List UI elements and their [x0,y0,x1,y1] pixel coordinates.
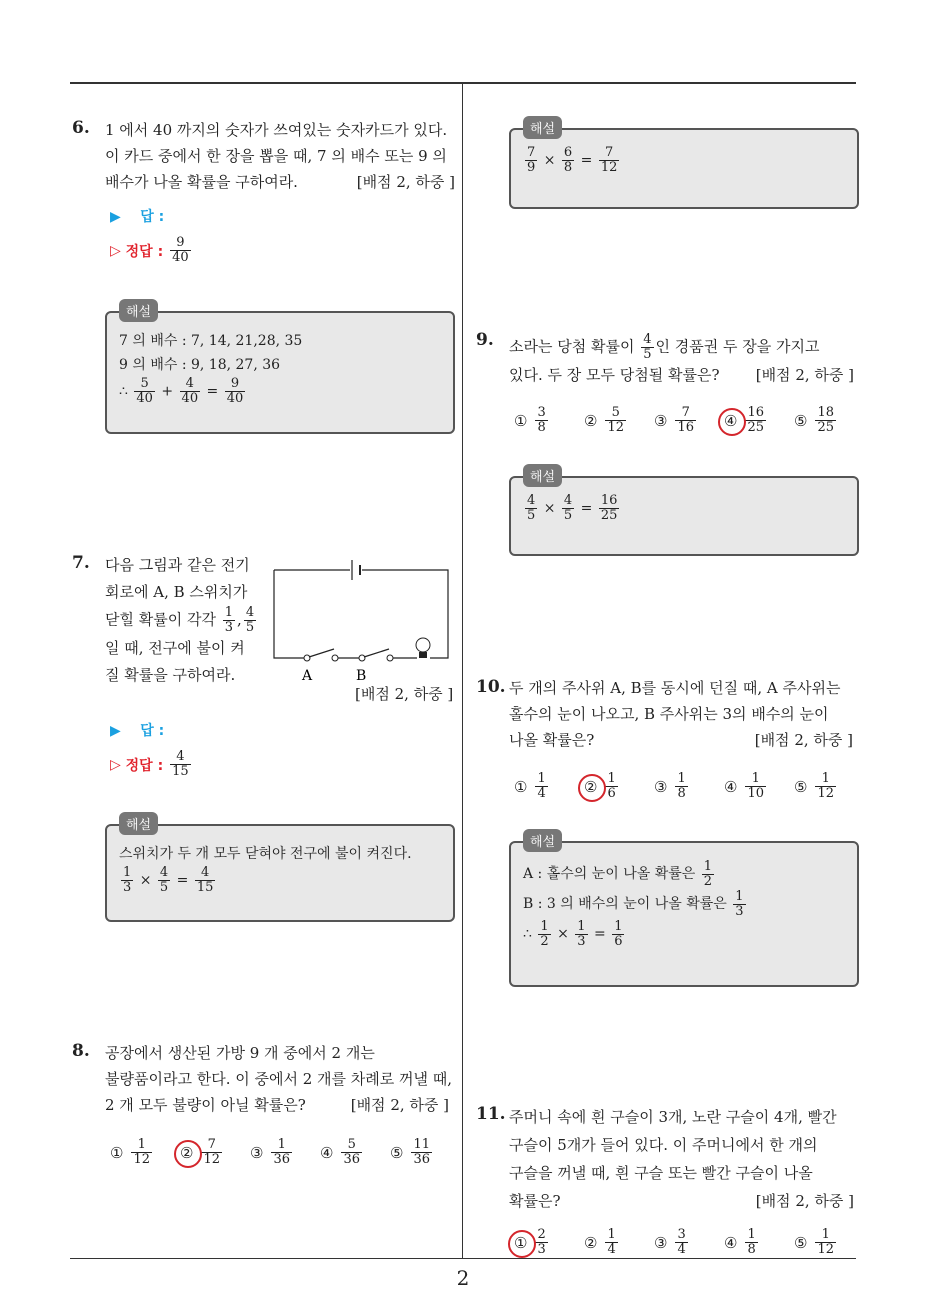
choice-option[interactable] [514,406,584,435]
fraction: $\frac{18}{25}$ [817,405,834,435]
choice-option[interactable] [654,772,724,801]
fraction: $\frac{4}{5}$ [527,493,536,523]
choice-mark: ⑤ [794,411,808,430]
fraction: $\frac{2}{3}$ [537,1227,546,1257]
switch-a-label: A [302,668,313,683]
choice-mark: ③ [250,1143,264,1162]
fraction: $\frac{1}{2}$ [540,918,549,949]
fraction: $\frac{4}{15}$ [196,865,214,895]
choice-mark: ⑤ [390,1143,404,1162]
correct-answer-6 [110,236,193,265]
q7-line: 질 확률을 구하여라. [105,666,236,684]
score-meta: [배점 2, 하중 ] [755,1192,854,1210]
score-meta: [배점 2, 하중 ] [350,1096,449,1114]
choice-mark: ④ [724,777,738,796]
fraction: $\frac{1}{36}$ [273,1137,290,1167]
outline-triangle-icon: ▷ [110,242,121,259]
fraction: $\frac{1}{8}$ [677,771,686,801]
choice-option[interactable] [724,1228,794,1257]
q7-line: 일 때, 전구에 불이 켜 [105,639,245,657]
choice-option[interactable] [794,1228,864,1257]
q11-line: 구슬이 5개가 들어 있다. 이 주머니에서 한 개의 [509,1136,818,1154]
q6-line: 1 에서 40 까지의 숫자가 쓰여있는 숫자카드가 있다. [105,121,448,139]
play-icon: ▶ [110,723,121,739]
choice-mark: ④ [724,1233,738,1252]
choice-mark: ③ [654,1233,668,1252]
score-meta: [배점 2, 하중 ] [356,173,455,191]
choice-option[interactable] [584,406,654,435]
choice-option[interactable] [584,1228,654,1257]
q7-line: 회로에 A, B 스위치가 [105,583,248,601]
choice-mark: ② [584,411,598,430]
switch-b-label: B [356,668,367,683]
q11-line: 구슬을 꺼낼 때, 흰 구슬 또는 빨간 구슬이 나올 [509,1164,813,1182]
fraction: $\frac{5}{40}$ [136,376,153,406]
score-meta: [배점 2, 하중 ] [755,366,854,384]
choice-mark: ④ [724,411,738,430]
fraction: $\frac{1}{6}$ [614,918,623,949]
q9-line: 소라는 당첨 확률이 $\frac{4}{5}$ 인 경품권 두 장을 가지고 [509,332,820,362]
choice-option[interactable] [584,772,654,801]
fraction: $\frac{5}{36}$ [343,1137,360,1167]
explanation-tag: 해설 [523,829,562,852]
question-6-number: 6. [72,118,90,138]
choice-option[interactable] [110,1138,180,1167]
fraction: $\frac{5}{12}$ [607,405,624,435]
fraction: $\frac{6}{8}$ [563,145,573,175]
choice-option[interactable] [250,1138,320,1167]
choice-option[interactable] [514,1228,584,1257]
choice-mark: ② [584,1233,598,1252]
fraction: $\frac{1}{3}$ [577,918,586,949]
column-divider [462,84,463,1258]
correct-label: 정답 : [125,757,164,774]
exp-line: A : 홀수의 눈이 나올 확률은 $\frac{1}{2}$ [523,858,713,889]
choice-mark: ⑤ [794,777,808,796]
fraction: $\frac{3}{4}$ [677,1227,686,1257]
question-6-text [105,117,455,195]
choice-option[interactable] [320,1138,390,1167]
fraction: $\frac{16}{25}$ [747,405,764,435]
q6-line-meta: 배수가 나올 확률을 구하여라. [배점 2, 하중 ] [105,169,455,195]
fraction: $\frac{1}{6}$ [607,771,616,801]
fraction: $\frac{3}{8}$ [537,405,546,435]
q8-line: 불량품이라고 한다. 이 중에서 2 개를 차례로 꺼낼 때, [105,1070,453,1088]
fraction: $\frac{1}{4}$ [607,1227,616,1257]
answer-label: 답 : [140,723,165,739]
q8-line-meta: 2 개 모두 불량이 아닐 확률은? [배점 2, 하중 ] [105,1092,455,1118]
explanation-box-7 [105,818,455,922]
answer-label: 답 : [140,209,165,225]
choice-mark: ① [514,777,528,796]
fraction: $\frac{4}{5}$ [563,493,573,523]
q9-line-meta: 있다. 두 장 모두 당첨될 확률은? [배점 2, 하중 ] [509,362,854,388]
choice-option[interactable] [724,406,794,435]
correct-answer-7 [110,750,193,779]
exp-line: 7 의 배수 : 7, 14, 21,28, 35 [119,333,303,349]
fraction: $\frac{7}{9}$ [527,145,536,175]
explanation-tag: 해설 [119,812,158,835]
choice-option[interactable] [654,1228,724,1257]
score-meta: [배점 2, 하중 ] [355,685,454,703]
fraction: $\frac{4}{5}$ [643,332,652,362]
q7-line: 다음 그림과 같은 전기 [105,556,250,574]
choices-9 [514,406,864,435]
choice-mark: ① [110,1143,124,1162]
explanation-tag: 해설 [523,464,562,487]
choice-option[interactable] [180,1138,250,1167]
fraction: $\frac{7}{16}$ [677,405,694,435]
q6-line: 이 카드 중에서 한 장을 뽑을 때, 7 의 배수 또는 9 의 [105,147,447,165]
exp-formula: ∴ $\frac{1}{2}$ × $\frac{1}{3}$ = $\frac{1}{6}$ [523,918,623,949]
play-icon: ▶ [110,209,121,225]
exp-line: B : 3 의 배수의 눈이 나올 확률은 $\frac{1}{3}$ [523,888,744,919]
question-11-text [509,1103,854,1215]
question-7-number: 7. [72,553,90,573]
fraction: $\frac{1}{12}$ [817,1227,834,1257]
fraction: $\frac{4}{40}$ [181,376,199,406]
q11-line: 주머니 속에 흰 구슬이 3개, 노란 구슬이 4개, 빨간 [509,1108,837,1126]
explanation-box-9 [509,470,859,556]
answer-field-7[interactable] [110,720,164,740]
fraction: $\frac{1}{10}$ [747,771,764,801]
explanation-box-10 [509,835,859,987]
q8-line: 공장에서 생산된 가방 9 개 중에서 2 개는 [105,1044,375,1062]
exp-formula: $\frac{4}{5}$ × $\frac{4}{5}$ = $\frac{16}{25}$ [527,493,618,523]
choice-option[interactable] [794,406,864,435]
choice-mark: ① [514,411,528,430]
choice-mark: ② [180,1143,194,1162]
fraction: $\frac{1}{4}$ [537,771,546,801]
choice-mark: ⑤ [794,1233,808,1252]
choices-10 [514,772,864,801]
question-10-number: 10. [476,677,506,697]
choice-mark: ④ [320,1143,334,1162]
exp-line: 스위치가 두 개 모두 닫혀야 전구에 불이 켜진다. [119,846,412,862]
fraction: $\frac{11}{36}$ [413,1137,430,1167]
q10-line: 두 개의 주사위 A, B를 동시에 던질 때, A 주사위는 [509,679,841,697]
question-9-text [509,333,854,388]
page-number: 2 [456,1266,470,1290]
question-9-number: 9. [476,330,494,350]
fraction: $\frac{9}{40}$ [226,376,244,406]
top-rule [70,82,856,84]
fraction: $\frac{7}{12}$ [203,1137,220,1167]
explanation-tag: 해설 [523,116,562,139]
question-10-text [509,675,859,753]
question-8-text [105,1040,455,1118]
explanation-tag: 해설 [119,299,158,322]
outline-triangle-icon: ▷ [110,756,121,773]
fraction: $\frac{1}{8}$ [747,1227,756,1257]
fraction: $\frac{4}{15}$ [172,749,189,779]
fraction: $\frac{4}{5}$ [159,865,169,895]
choice-mark: ② [584,777,598,796]
question-8-number: 8. [72,1041,90,1061]
explanation-box-8 [509,122,859,209]
choice-option[interactable] [514,772,584,801]
fraction: $\frac{1}{3}$ [224,605,234,635]
q10-line: 홀수의 눈이 나오고, B 주사위는 3의 배수의 눈이 [509,705,829,723]
fraction: $\frac{4}{5}$ [245,605,255,635]
fraction: $\frac{7}{12}$ [600,145,618,175]
exp-formula: ∴ $\frac{5}{40}$ + $\frac{4}{40}$ = $\frac{9}{40}$ [119,376,244,406]
choice-option[interactable] [390,1138,460,1167]
choice-option[interactable] [794,772,864,801]
q7-line: 닫힐 확률이 각각 $\frac{1}{3}$ , $\frac{4}{5}$ [105,605,255,635]
exp-formula: $\frac{1}{3}$ × $\frac{4}{5}$ = $\frac{4}{15}$ [123,865,214,895]
correct-label: 정답 : [125,243,164,260]
question-7-text [105,552,275,689]
fraction: $\frac{1}{2}$ [703,858,713,889]
fraction: $\frac{1}{3}$ [123,865,132,895]
choice-mark: ③ [654,411,668,430]
choices-11 [514,1228,864,1257]
circuit-diagram [272,558,452,683]
fraction: $\frac{1}{12}$ [133,1137,150,1167]
choice-option[interactable] [654,406,724,435]
question-11-number: 11. [476,1104,506,1124]
exp-line: 9 의 배수 : 9, 18, 27, 36 [119,357,281,373]
fraction: $\frac{16}{25}$ [600,493,618,523]
fraction: $\frac{1}{3}$ [735,888,744,919]
answer-field-6[interactable] [110,206,164,226]
exp-formula: $\frac{7}{9}$ × $\frac{6}{8}$ = $\frac{7}{12}$ [527,145,618,175]
choice-mark: ① [514,1233,528,1252]
choices-8 [110,1138,460,1167]
explanation-box-6 [105,305,455,434]
fraction: $\frac{9}{40}$ [172,235,189,265]
choice-mark: ③ [654,777,668,796]
q10-line-meta: 나올 확률은? [배점 2, 하중 ] [509,727,859,753]
choice-option[interactable] [724,772,794,801]
bottom-rule [70,1258,856,1259]
q11-line-meta: 확률은? [배점 2, 하중 ] [509,1187,854,1215]
fraction: $\frac{1}{12}$ [817,771,834,801]
score-meta: [배점 2, 하중 ] [754,731,853,749]
